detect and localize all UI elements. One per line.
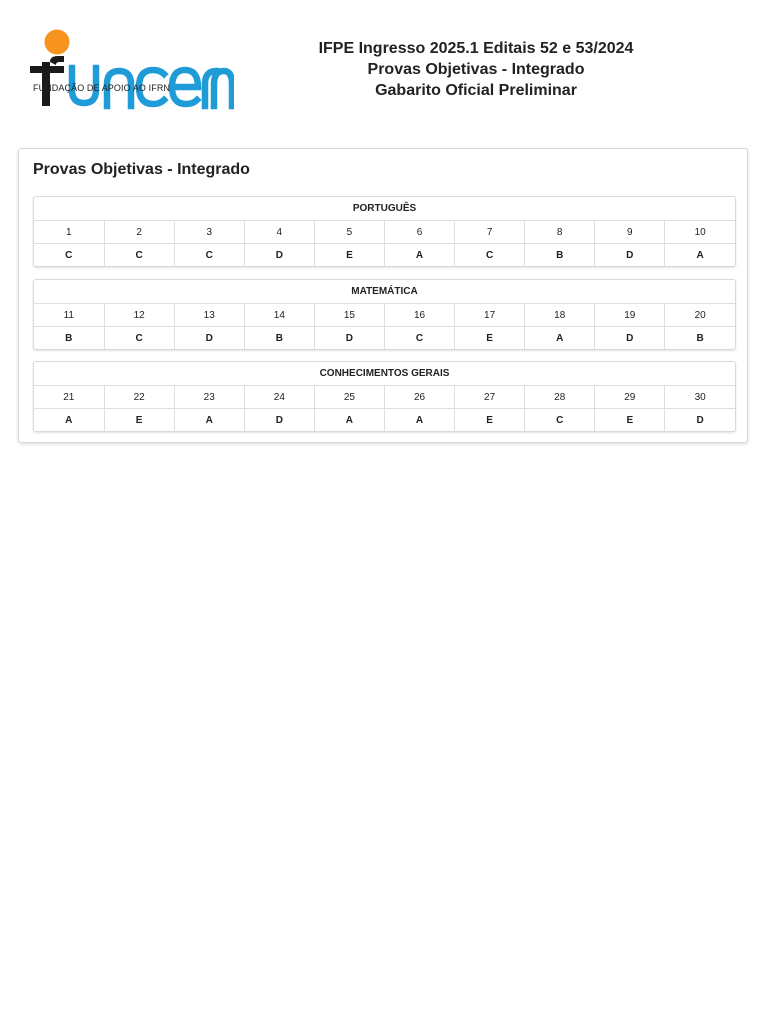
question-number-cell: 6 — [384, 221, 454, 244]
answer-cell: E — [455, 409, 525, 432]
section-conhecimentos-gerais — [33, 361, 736, 432]
answer-cell: A — [525, 327, 595, 350]
section-subject: CONHECIMENTOS GERAIS — [34, 362, 735, 386]
question-number-cell: 12 — [104, 304, 174, 327]
answer-cell: C — [104, 327, 174, 350]
answer-cell: B — [34, 327, 104, 350]
question-number-cell: 16 — [384, 304, 454, 327]
question-number-cell: 20 — [665, 304, 735, 327]
answer-cell: E — [595, 409, 665, 432]
question-number-cell: 13 — [174, 304, 244, 327]
question-number-cell: 4 — [244, 221, 314, 244]
question-number-cell: 30 — [665, 386, 735, 409]
section-portugues — [33, 196, 736, 267]
answer-cell: D — [244, 244, 314, 267]
question-number-cell: 18 — [525, 304, 595, 327]
question-number-cell: 24 — [244, 386, 314, 409]
question-number-cell: 2 — [104, 221, 174, 244]
section-matematica — [33, 279, 736, 350]
answer-cell: D — [244, 409, 314, 432]
question-number-cell: 23 — [174, 386, 244, 409]
answer-cell: D — [696, 414, 704, 426]
document-title-block — [290, 38, 662, 101]
question-number-row — [34, 221, 735, 244]
question-number-cell: 26 — [384, 386, 454, 409]
answer-cell: D — [314, 327, 384, 350]
question-number-cell: 11 — [34, 304, 104, 327]
question-number-cell: 15 — [314, 304, 384, 327]
answer-cell: C — [104, 244, 174, 267]
answer-cell: C — [34, 244, 104, 267]
question-number-cell: 21 — [34, 386, 104, 409]
question-number-cell: 19 — [595, 304, 665, 327]
answer-cell: E — [104, 409, 174, 432]
question-number-row — [34, 386, 735, 409]
answer-cell: C — [525, 409, 595, 432]
answer-row — [34, 327, 735, 350]
document-title-line-1: IFPE Ingresso 2025.1 Editais 52 e 53/2024 — [318, 40, 634, 57]
question-number-cell: 5 — [314, 221, 384, 244]
funcern-logo — [28, 28, 234, 124]
answer-cell: D — [595, 244, 665, 267]
question-number-cell: 3 — [174, 221, 244, 244]
answer-row — [34, 244, 735, 267]
answer-cell: D — [174, 327, 244, 350]
answer-cell: A — [696, 249, 704, 261]
funcern-logo-mark — [28, 28, 234, 124]
answer-cell: D — [595, 327, 665, 350]
question-number-cell: 14 — [244, 304, 314, 327]
document-title-line-2: Provas Objetivas - Integrado — [367, 61, 585, 78]
answer-cell: E — [455, 327, 525, 350]
question-number-cell: 25 — [314, 386, 384, 409]
question-number-cell: 10 — [665, 221, 735, 244]
answer-table — [34, 197, 735, 266]
question-number-cell: 9 — [595, 221, 665, 244]
answer-table — [34, 362, 735, 431]
answer-cell: A — [384, 244, 454, 267]
answer-cell: A — [384, 409, 454, 432]
answer-cell: C — [174, 244, 244, 267]
answer-cell: A — [314, 409, 384, 432]
answer-table — [34, 280, 735, 349]
question-number-cell: 7 — [455, 221, 525, 244]
section-subject: PORTUGUÊS — [34, 197, 735, 221]
question-number-cell: 28 — [525, 386, 595, 409]
section-subject: MATEMÁTICA — [34, 280, 735, 304]
logo-caption: FUNDAÇÃO DE APOIO AO IFRN — [33, 83, 171, 93]
answer-cell: C — [455, 244, 525, 267]
question-number-cell: 22 — [104, 386, 174, 409]
card-title: Provas Objetivas - Integrado — [33, 161, 250, 178]
question-number-cell: 17 — [455, 304, 525, 327]
question-number-cell: 1 — [34, 221, 104, 244]
answer-cell: C — [384, 327, 454, 350]
answer-cell: E — [314, 244, 384, 267]
page-header — [0, 0, 768, 140]
answer-row — [34, 409, 735, 432]
answer-cell: B — [244, 327, 314, 350]
document-title-line-3: Gabarito Oficial Preliminar — [375, 82, 577, 99]
question-number-cell: 8 — [525, 221, 595, 244]
question-number-cell: 29 — [595, 386, 665, 409]
answer-cell: A — [174, 409, 244, 432]
question-number-row — [34, 304, 735, 327]
answer-cell: A — [34, 409, 104, 432]
answer-cell: B — [696, 332, 704, 344]
answer-cell: B — [525, 244, 595, 267]
answer-key-card — [18, 148, 748, 443]
question-number-cell: 27 — [455, 386, 525, 409]
